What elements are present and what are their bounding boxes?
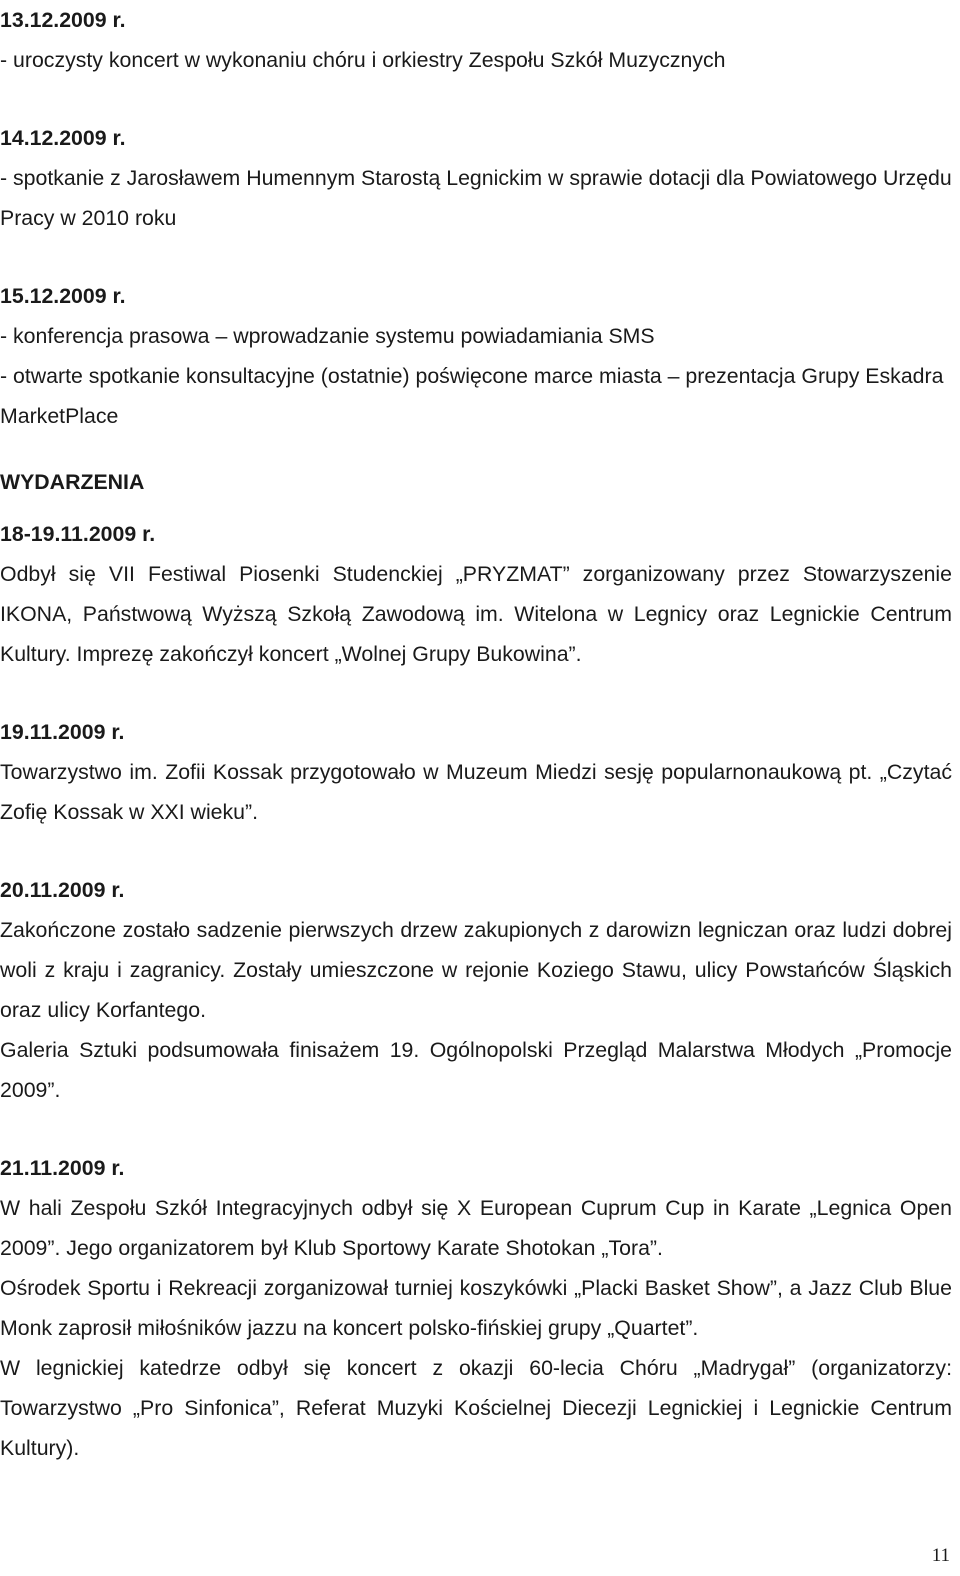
event-paragraph: Odbył się VII Festiwal Piosenki Studenckiej „PRYZMAT” zorganizowany przez Stowarzyszenie IKONA, Państwową Wyższą Szkołą Zawodową im. Witelona w Legnicy oraz Legnickie Centrum Kultury. Imprezę zakończył koncert „Wolnej Grupy Bukowina”. bbox=[0, 562, 952, 666]
event-date: 18-19.11.2009 r. bbox=[0, 522, 156, 546]
event-21-11-2009 bbox=[0, 1148, 952, 1468]
event-paragraph: Towarzystwo im. Zofii Kossak przygotowało w Muzeum Miedzi sesję popularnonaukową pt. „Czytać Zofię Kossak w XXI wieku”. bbox=[0, 760, 952, 824]
event-paragraph: W hali Zespołu Szkół Integracyjnych odbył się X European Cuprum Cup in Karate „Legnica Open 2009”. Jego organizatorem był Klub Sportowy Karate Shotokan „Tora”. bbox=[0, 1196, 952, 1260]
event-paragraph: Galeria Sztuki podsumowała finisażem 19. Ogólnopolski Przegląd Malarstwa Młodych „Promocje 2009”. bbox=[0, 1038, 952, 1102]
entry-line: - spotkanie z Jarosławem Humennym Starostą Legnickim w sprawie dotacji dla Powiatowego Urzędu Pracy w 2010 roku bbox=[0, 166, 952, 230]
entry-line: - uroczysty koncert w wykonaniu chóru i orkiestry Zespołu Szkół Muzycznych bbox=[0, 48, 726, 72]
event-paragraph: Ośrodek Sportu i Rekreacji zorganizował turniej koszykówki „Placki Basket Show”, a Jazz Club Blue Monk zaprosił miłośników jazzu na koncert polsko-fińskiej grupy „Quartet”. bbox=[0, 1276, 952, 1340]
page-number: 11 bbox=[931, 1545, 950, 1566]
entry-15-12-2009 bbox=[0, 276, 952, 436]
entry-line: - otwarte spotkanie konsultacyjne (ostatnie) poświęcone marce miasta – prezentacja Grupy Eskadra MarketPlace bbox=[0, 364, 944, 428]
event-19-11-2009 bbox=[0, 712, 952, 832]
entry-14-12-2009 bbox=[0, 118, 952, 238]
entry-date: 13.12.2009 r. bbox=[0, 8, 126, 32]
event-20-11-2009 bbox=[0, 870, 952, 1110]
event-date: 19.11.2009 r. bbox=[0, 720, 125, 744]
entry-date: 14.12.2009 r. bbox=[0, 126, 126, 150]
event-18-19-11-2009 bbox=[0, 514, 952, 674]
event-paragraph: Zakończone zostało sadzenie pierwszych drzew zakupionych z darowizn legniczan oraz ludzi dobrej woli z kraju i zagranicy. Zostały umieszczone w rejonie Koziego Stawu, ulicy Powstańców Śląskich oraz ulicy Korfantego. bbox=[0, 918, 952, 1022]
event-date: 20.11.2009 r. bbox=[0, 878, 125, 902]
section-heading: WYDARZENIA bbox=[0, 470, 145, 494]
entry-line: - konferencja prasowa – wprowadzanie systemu powiadamiania SMS bbox=[0, 324, 655, 348]
entry-13-12-2009 bbox=[0, 0, 952, 80]
entry-date: 15.12.2009 r. bbox=[0, 284, 126, 308]
event-date: 21.11.2009 r. bbox=[0, 1156, 125, 1180]
event-paragraph: W legnickiej katedrze odbył się koncert z okazji 60-lecia Chóru „Madrygał” (organizatorzy: Towarzystwo „Pro Sinfonica”, Referat Muzyki Kościelnej Diecezji Legnickiej i Legnickie Centrum Kultury). bbox=[0, 1356, 952, 1460]
